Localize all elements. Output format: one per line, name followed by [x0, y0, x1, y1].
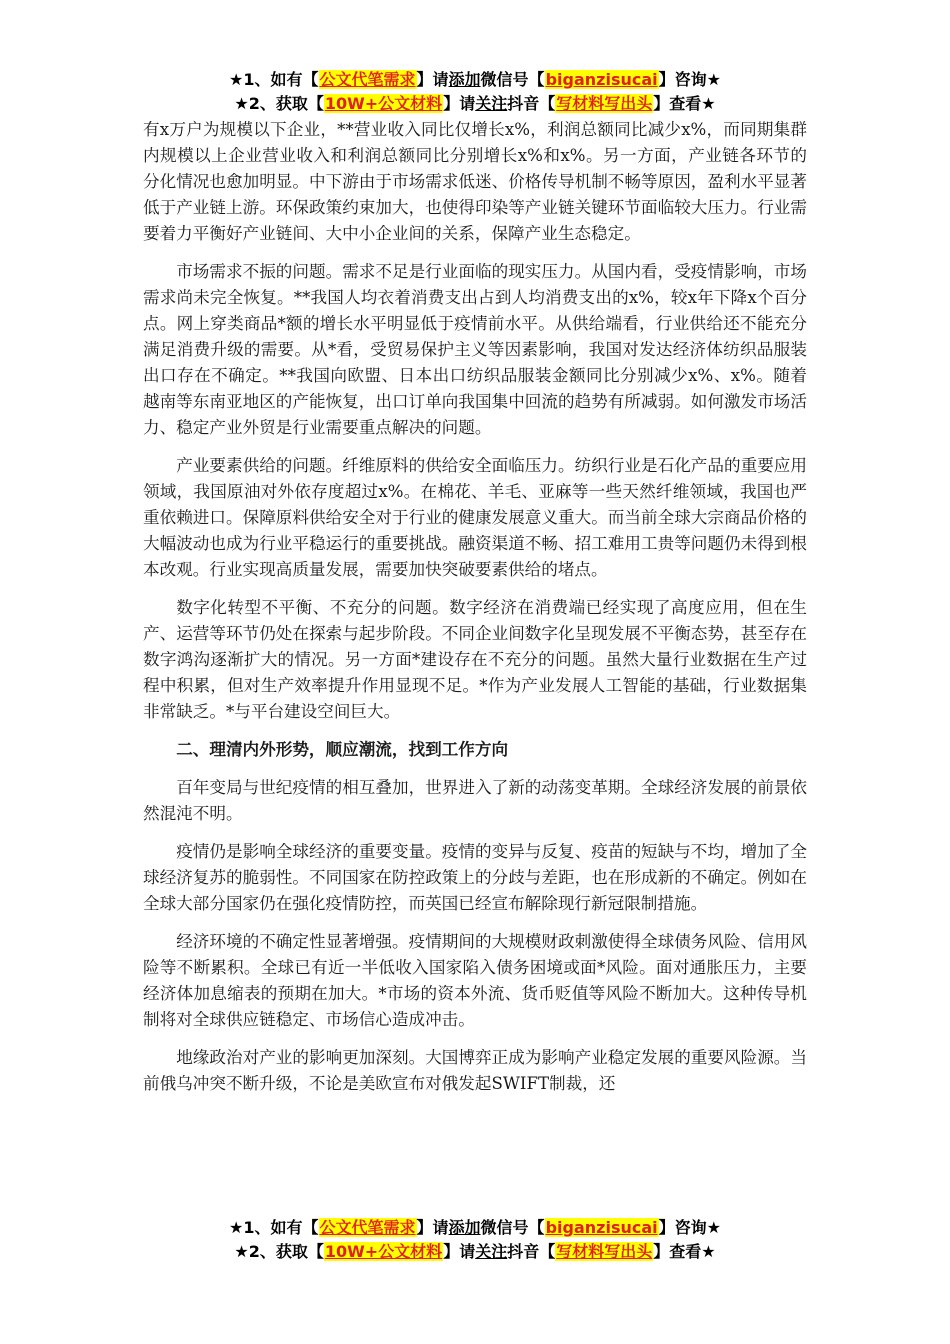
banner-text: 】查看★	[653, 94, 716, 113]
banner-highlight: 公文代笔需求	[319, 70, 416, 89]
paragraph: 有x万户为规模以下企业，**营业收入同比仅增长x%，利润总额同比减少x%，而同期集群内规模以上企业营业收入和利润总额同比分别增长x%和x%。另一方面，产业链各环节的分化情况也愈加明显。中下游由于市场需求低迷、价格传导机制不畅等原因，盈利水平显著低于产业链上游。环保政策约束加大，也使得印染等产业链关键环节面临较大压力。行业需要着力平衡好产业链间、大中小企业间的关系，保障产业生态稳定。	[143, 120, 807, 243]
banner-text: ★1、如有【	[229, 70, 319, 89]
banner-highlight: biganzisucai	[545, 1218, 658, 1237]
banner-text: 微信号【	[480, 70, 545, 89]
banner-underlined: 关注	[475, 1242, 508, 1261]
banner-text: ★1、如有【	[229, 1218, 319, 1237]
banner-text: 】咨询★	[658, 70, 721, 89]
banner-text: 微信号【	[480, 1218, 545, 1237]
banner-highlight: 10W+公文材料	[324, 1242, 443, 1261]
banner-text: 】请	[443, 1242, 476, 1261]
banner-highlight: 写材料写出头	[556, 94, 653, 113]
banner-text: 抖音【	[507, 1242, 556, 1261]
banner-line-2	[0, 1240, 950, 1264]
paragraph: 市场需求不振的问题。需求不足是行业面临的现实压力。从国内看，受疫情影响，市场需求尚未完全恢复。**我国人均衣着消费支出占到人均消费支出的x%，较x年下降x个百分点。网上穿类商品*额的增长水平明显低于疫情前水平。从供给端看，行业供给还不能充分满足消费升级的需要。从*看，受贸易保护主义等因素影响，我国对发达经济体纺织品服装出口存在不确定。**我国向欧盟、日本出口纺织品服装金额同比分别减少x%、x%。随着越南等东南亚地区的产能恢复，出口订单向我国集中回流的趋势有所减弱。如何激发市场活力、稳定产业外贸是行业需要重点解决的问题。	[143, 262, 807, 437]
banner-highlight: 公文代笔需求	[319, 1218, 416, 1237]
paragraph: 地缘政治对产业的影响更加深刻。大国博弈正成为影响产业稳定发展的重要风险源。当前俄乌冲突不断升级，不论是美欧宣布对俄发起SWIFT制裁，还	[143, 1048, 807, 1093]
banner-text: 】查看★	[653, 1242, 716, 1261]
banner-line-1	[0, 1216, 950, 1240]
banner-text: 】请	[416, 1218, 449, 1237]
banner-text: 抖音【	[507, 94, 556, 113]
document-body	[143, 117, 807, 1207]
paragraph: 疫情仍是影响全球经济的重要变量。疫情的变异与反复、疫苗的短缺与不均，增加了全球经济复苏的脆弱性。不同国家在防控政策上的分歧与差距，也在形成新的不确定。例如在全球大部分国家仍在强化疫情防控，而英国已经宣布解除现行新冠限制措施。	[143, 842, 807, 913]
banner-text: 】请	[416, 70, 449, 89]
banner-highlight: 10W+公文材料	[324, 94, 443, 113]
banner-text: ★2、获取【	[234, 94, 324, 113]
banner-underlined: 添加	[448, 1218, 481, 1237]
top-banner	[0, 68, 950, 116]
banner-line-1	[0, 68, 950, 92]
paragraph: 产业要素供给的问题。纤维原料的供给安全面临压力。纺织行业是石化产品的重要应用领域，我国原油对外依存度超过x%。在棉花、羊毛、亚麻等一些天然纤维领域，我国也严重依赖进口。保障原料供给安全对于行业的健康发展意义重大。而当前全球大宗商品价格的大幅波动也成为行业平稳运行的重要挑战。融资渠道不畅、招工难用工贵等问题仍未得到根本改观。行业实现高质量发展，需要加快突破要素供给的堵点。	[143, 456, 807, 579]
banner-highlight: biganzisucai	[545, 70, 658, 89]
banner-line-2	[0, 92, 950, 116]
banner-text: ★2、获取【	[234, 1242, 324, 1261]
paragraph: 数字化转型不平衡、不充分的问题。数字经济在消费端已经实现了高度应用，但在生产、运营等环节仍处在探索与起步阶段。不同企业间数字化呈现发展不平衡态势，甚至存在数字鸿沟逐渐扩大的情况。另一方面*建设存在不充分的问题。虽然大量行业数据在生产过程中积累，但对生产效率提升作用显现不足。*作为产业发展人工智能的基础，行业数据集非常缺乏。*与平台建设空间巨大。	[143, 598, 807, 721]
banner-underlined: 添加	[448, 70, 481, 89]
banner-text: 】请	[443, 94, 476, 113]
paragraph: 百年变局与世纪疫情的相互叠加，世界进入了新的动荡变革期。全球经济发展的前景依然混沌不明。	[143, 778, 807, 823]
paragraph: 经济环境的不确定性显著增强。疫情期间的大规模财政刺激使得全球债务风险、信用风险等不断累积。全球已有近一半低收入国家陷入债务困境或面*风险。面对通胀压力，主要经济体加息缩表的预期在加大。*市场的资本外流、货币贬值等风险不断加大。这种传导机制将对全球供应链稳定、市场信心造成冲击。	[143, 932, 807, 1029]
bottom-banner	[0, 1216, 950, 1264]
banner-highlight: 写材料写出头	[556, 1242, 653, 1261]
banner-underlined: 关注	[475, 94, 508, 113]
section-heading: 二、理清内外形势，顺应潮流，找到工作方向	[176, 740, 509, 759]
banner-text: 】咨询★	[658, 1218, 721, 1237]
